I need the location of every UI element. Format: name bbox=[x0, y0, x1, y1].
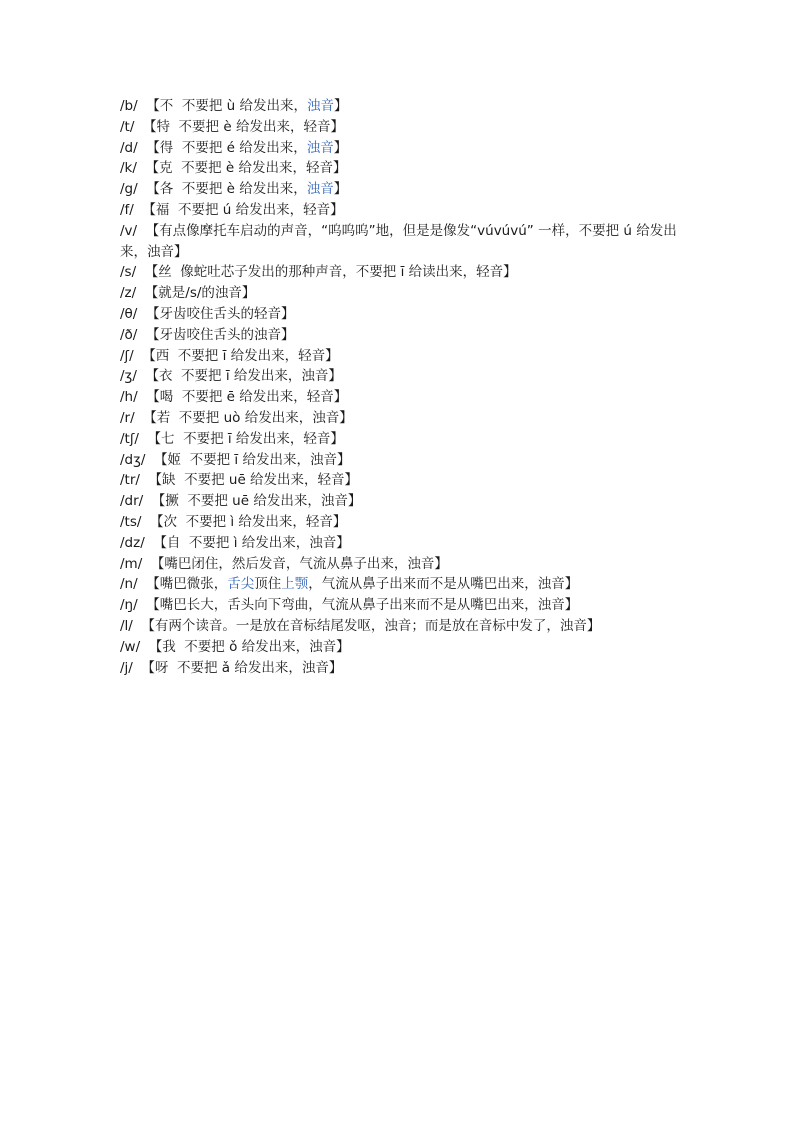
line-text: 】 bbox=[333, 98, 348, 114]
line-text: /ð/ 【牙齿咬住舌头的浊音】 bbox=[120, 326, 295, 343]
phoneme-line-v bbox=[120, 221, 680, 263]
phonetic-list bbox=[120, 96, 680, 678]
line-text: /tʃ/ 【七 不要把 ī 给发出来，轻音】 bbox=[120, 430, 344, 447]
term-link[interactable]: 舌尖 bbox=[227, 576, 255, 593]
line-text: ，气流从鼻子出来而不是从嘴巴出来，浊音】 bbox=[308, 576, 579, 593]
phoneme-line-th bbox=[120, 304, 680, 325]
phoneme-line-m bbox=[120, 554, 680, 575]
phoneme-line-ng bbox=[120, 595, 680, 616]
line-text: /v/ 【有点像摩托车启动的声音，“呜呜呜”地，但是是像发“vúvúvú” 一样，不要把 ú 给发出来，浊音】 bbox=[120, 222, 677, 260]
line-text: 】 bbox=[333, 139, 348, 156]
line-text: /ts/ 【次 不要把 ì 给发出来，轻音】 bbox=[120, 513, 347, 530]
phoneme-line-t bbox=[120, 117, 680, 138]
line-text: /k/ 【克 不要把 è 给发出来，轻音】 bbox=[120, 160, 347, 177]
phoneme-line-d bbox=[120, 138, 680, 159]
term-link[interactable]: 浊音 bbox=[306, 181, 334, 198]
line-text: 顶住 bbox=[254, 576, 282, 593]
line-text: /f/ 【福 不要把 ú 给发出来，轻音】 bbox=[120, 201, 344, 218]
line-text: /n/ 【嘴巴微张， bbox=[120, 576, 228, 593]
line-text: /s/ 【丝 像蛇吐芯子发出的那种声音，不要把 ī 给读出来，轻音】 bbox=[120, 264, 517, 281]
phoneme-line-w bbox=[120, 637, 680, 658]
phoneme-line-s bbox=[120, 262, 680, 283]
line-text: /l/ 【有两个读音。一是放在音标结尾发呕，浊音；而是放在音标中发了，浊音】 bbox=[120, 617, 601, 634]
term-link[interactable]: 浊音 bbox=[306, 139, 334, 156]
phoneme-line-j bbox=[120, 658, 680, 679]
phoneme-line-k bbox=[120, 158, 680, 179]
line-text: /θ/ 【牙齿咬住舌头的轻音】 bbox=[120, 305, 295, 322]
line-text: /dʒ/ 【姬 不要把 ī 给发出来，浊音】 bbox=[120, 451, 351, 468]
line-text: /dr/ 【撅 不要把 uē 给发出来，浊音】 bbox=[120, 493, 362, 510]
line-text: /w/ 【我 不要把 ǒ 给发出来，浊音】 bbox=[120, 638, 350, 655]
line-text: /g/ 【各 不要把 è 给发出来， bbox=[120, 181, 307, 198]
term-link[interactable]: 浊音 bbox=[306, 98, 334, 114]
phoneme-line-dzh bbox=[120, 450, 680, 471]
line-text: /j/ 【呀 不要把 ǎ 给发出来，浊音】 bbox=[120, 659, 343, 676]
phoneme-line-z bbox=[120, 283, 680, 304]
phoneme-line-dz bbox=[120, 533, 680, 554]
phoneme-line-r bbox=[120, 408, 680, 429]
line-text: /b/ 【不 不要把 ù 给发出来， bbox=[120, 98, 307, 114]
phoneme-line-b bbox=[120, 96, 680, 117]
line-text: /z/ 【就是/s/的浊音】 bbox=[120, 285, 256, 302]
phoneme-line-ch bbox=[120, 429, 680, 450]
line-text: /tr/ 【缺 不要把 uē 给发出来，轻音】 bbox=[120, 472, 359, 489]
line-text: /ʃ/ 【西 不要把 ī 给发出来，轻音】 bbox=[120, 347, 339, 364]
line-text: 】 bbox=[333, 181, 348, 198]
phoneme-line-n bbox=[120, 574, 680, 595]
phoneme-line-g bbox=[120, 179, 680, 200]
phoneme-line-ts bbox=[120, 512, 680, 533]
phoneme-line-l bbox=[120, 616, 680, 637]
phoneme-line-f bbox=[120, 200, 680, 221]
phoneme-line-dh bbox=[120, 325, 680, 346]
line-text: /ŋ/ 【嘴巴长大，舌头向下弯曲，气流从鼻子出来而不是从嘴巴出来，浊音】 bbox=[120, 597, 579, 614]
term-link[interactable]: 上颚 bbox=[281, 576, 309, 593]
phoneme-line-zh bbox=[120, 366, 680, 387]
line-text: /t/ 【特 不要把 è 给发出来，轻音】 bbox=[120, 118, 344, 135]
line-text: /dz/ 【自 不要把 ì 给发出来，浊音】 bbox=[120, 534, 350, 551]
phoneme-line-dr bbox=[120, 491, 680, 512]
phoneme-line-tr bbox=[120, 470, 680, 491]
phoneme-line-sh bbox=[120, 346, 680, 367]
line-text: /h/ 【喝 不要把 ē 给发出来，轻音】 bbox=[120, 389, 348, 406]
line-text: /r/ 【若 不要把 uò 给发出来，浊音】 bbox=[120, 409, 353, 426]
phoneme-line-h bbox=[120, 387, 680, 408]
line-text: /d/ 【得 不要把 é 给发出来， bbox=[120, 139, 307, 156]
line-text: /ʒ/ 【衣 不要把 ī 给发出来，浊音】 bbox=[120, 368, 342, 385]
line-text: /m/ 【嘴巴闭住，然后发音，气流从鼻子出来，浊音】 bbox=[120, 555, 448, 572]
